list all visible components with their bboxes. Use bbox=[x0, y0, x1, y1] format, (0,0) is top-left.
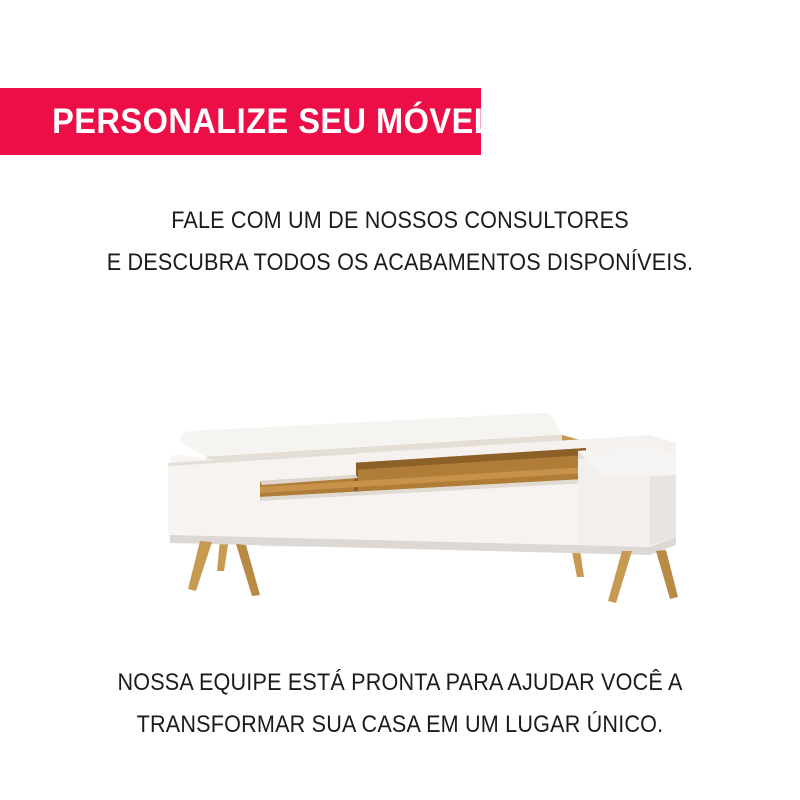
furniture-svg bbox=[110, 395, 690, 620]
bottom-copy-line-1: NOSSA EQUIPE ESTÁ PRONTA PARA AJUDAR VOCÊ A bbox=[117, 669, 683, 696]
top-copy-line-1: FALE COM UM DE NOSSOS CONSULTORES bbox=[171, 207, 629, 234]
bottom-copy-block bbox=[0, 662, 800, 746]
bottom-copy-line-2: TRANSFORMAR SUA CASA EM UM LUGAR ÚNICO. bbox=[136, 711, 664, 738]
top-copy-line-2: E DESCUBRA TODOS OS ACABAMENTOS DISPONÍVEIS. bbox=[106, 249, 694, 276]
rack-tv-stand-illustration bbox=[110, 395, 690, 620]
headline-text: PERSONALIZE SEU MÓVEL bbox=[52, 102, 495, 141]
top-copy-block bbox=[0, 200, 800, 284]
headline-banner bbox=[0, 88, 495, 155]
